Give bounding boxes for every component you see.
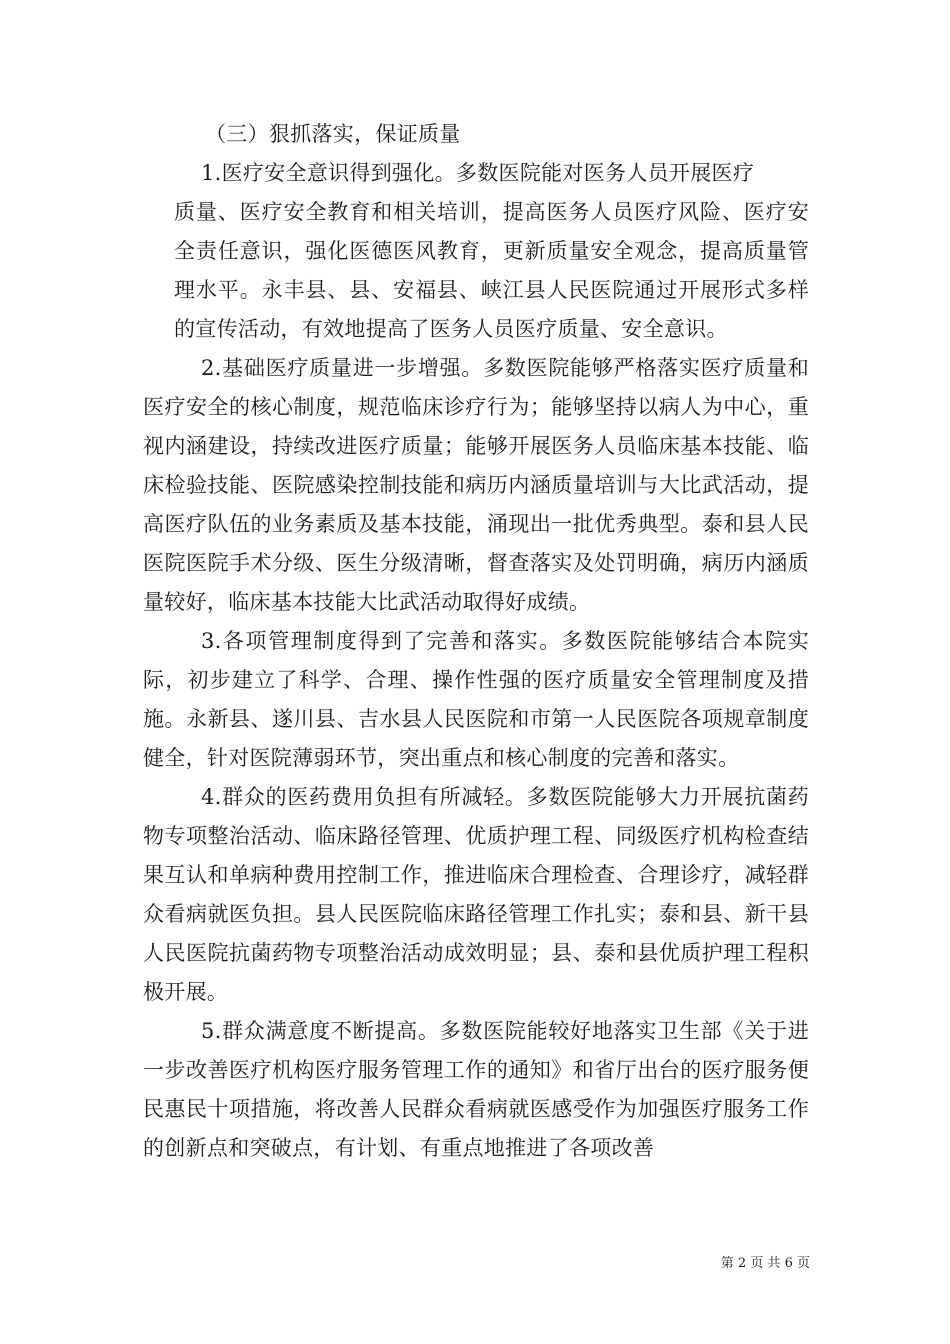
paragraph-3: 3.各项管理制度得到了完善和落实。多数医院能够结合本院实际，初步建立了科学、合理、操作性强的医疗质量安全管理制度及措施。永新县、遂川县、吉水县人民医院和市第一人民医院各项规章制度健全，针对医院薄弱环节，突出重点和核心制度的完善和落实。 — [143, 629, 809, 770]
paragraph-5: 5.群众满意度不断提高。多数医院能较好地落实卫生部《关于进一步改善医疗机构医疗服务管理工作的通知》和省厅出台的医疗服务便民惠民十项措施，将改善人民群众看病就医感受作为加强医疗服务工作的创新点和突破点，有计划、有重点地推进了各项改善 — [143, 1019, 809, 1160]
paragraph-1-body: 质量、医疗安全教育和相关培训，提高医务人员医疗风险、医疗安全责任意识，强化医德医风教育，更新质量安全观念，提高质量管理水平。永丰县、县、安福县、峡江县人民医院通过开展形式多样的宣传活动，有效地提高了医务人员医疗质量、安全意识。 — [174, 200, 809, 341]
paragraph-1-lead: 1.医疗安全意识得到强化。多数医院能对医务人员开展医疗 — [201, 161, 755, 185]
paragraph-2: 2.基础医疗质量进一步增强。多数医院能够严格落实医疗质量和医疗安全的核心制度，规范临床诊疗行为；能够坚持以病人为中心，重视内涵建设，持续改进医疗质量；能够开展医务人员临床基本技能、临床检验技能、医院感染控制技能和病历内涵质量培训与大比武活动，提高医疗队伍的业务素质及基本技能，涌现出一批优秀典型。泰和县人民医院医院手术分级、医生分级清晰，督查落实及处罚明确，病历内涵质量较好，临床基本技能大比武活动取得好成绩。 — [143, 356, 809, 614]
section-heading: （三）狠抓落实，保证质量 — [205, 122, 461, 146]
document-body — [143, 115, 809, 1168]
paragraph-4: 4.群众的医药费用负担有所减轻。多数医院能够大力开展抗菌药物专项整治活动、临床路径管理、优质护理工程、同级医疗机构检查结果互认和单病种费用控制工作，推进临床合理检查、合理诊疗，减轻群众看病就医负担。县人民医院临床路径管理工作扎实；泰和县、新干县人民医院抗菌药物专项整治活动成效明显；县、泰和县优质护理工程积极开展。 — [143, 785, 809, 1004]
page-number: 第 2 页 共 6 页 — [720, 1256, 810, 1271]
